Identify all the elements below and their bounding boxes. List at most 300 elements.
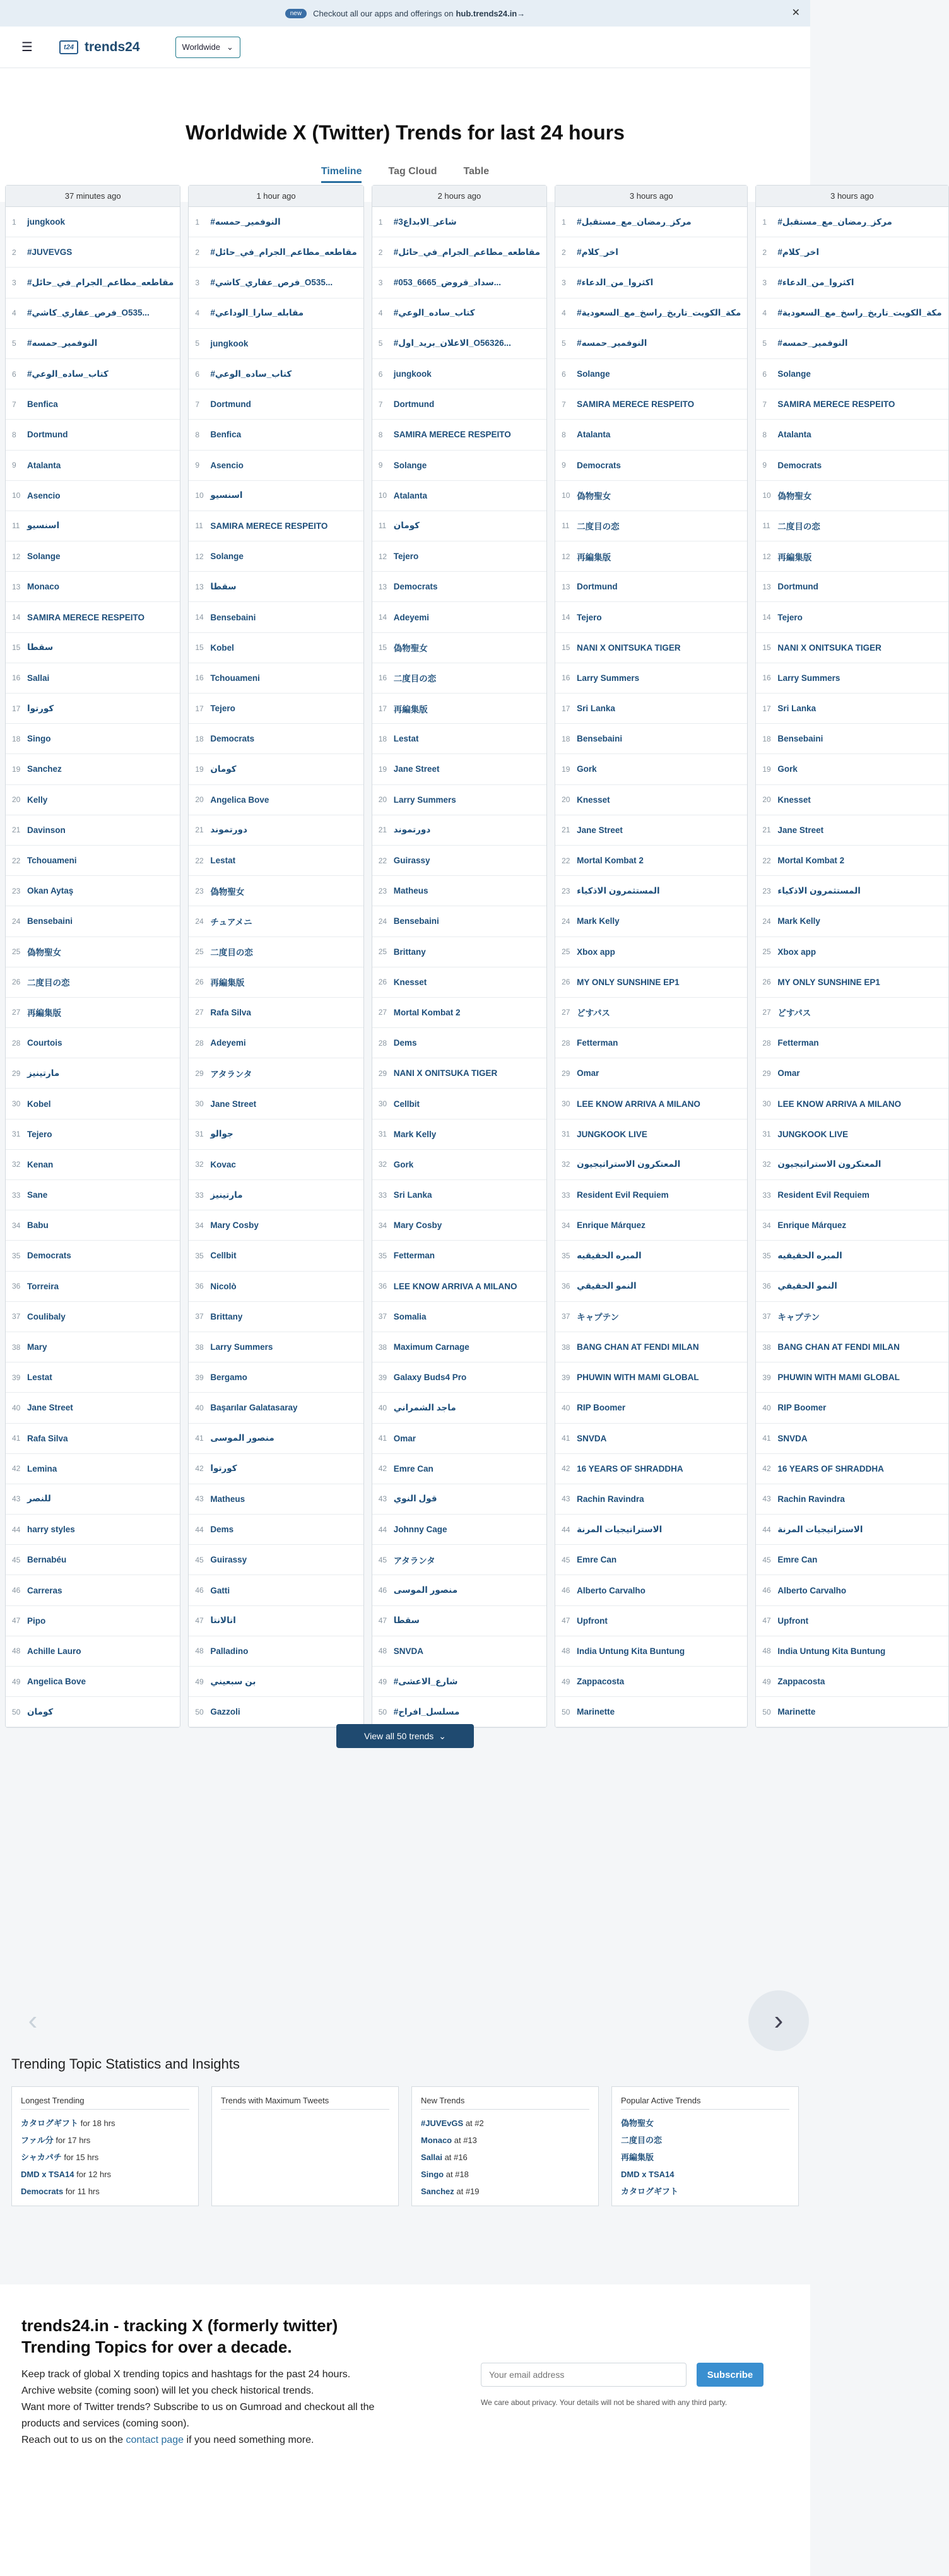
trend-link[interactable]: Kenan xyxy=(27,1159,54,1169)
trend-link[interactable]: Kovac xyxy=(210,1159,236,1169)
trend-link[interactable]: Kobel xyxy=(27,1099,51,1109)
trend-link[interactable]: Atalanta xyxy=(393,490,428,500)
rank-number: 44 xyxy=(562,1525,570,1534)
list-item xyxy=(189,1362,363,1393)
trend-link[interactable]: Enrique Márquez xyxy=(777,1220,847,1231)
trend-link[interactable]: النمو الحقيقي xyxy=(777,1281,837,1291)
trend-link[interactable]: チュアメニ xyxy=(210,917,252,927)
trend-link[interactable]: 二度目の恋 xyxy=(621,2136,663,2145)
trend-link[interactable]: Solange xyxy=(577,369,610,379)
trend-link[interactable]: jungkook xyxy=(210,338,249,348)
trend-link[interactable]: Upfront xyxy=(777,1616,809,1626)
trend-link[interactable]: Fetterman xyxy=(777,1038,819,1048)
trend-link[interactable]: SAMIRA MERECE RESPEITO xyxy=(210,521,328,531)
trend-link[interactable]: 偽物聖女 xyxy=(777,492,812,502)
trend-link[interactable]: キャプテン xyxy=(777,1313,820,1323)
trend-link[interactable]: Alberto Carvalho xyxy=(577,1585,645,1595)
trend-link[interactable]: Resident Evil Requiem xyxy=(777,1190,869,1200)
trend-link[interactable]: Larry Summers xyxy=(210,1342,273,1352)
trend-link[interactable]: Gork xyxy=(777,764,798,774)
trend-link[interactable]: #فرص_عقاري_كاشي_O535... xyxy=(210,277,333,287)
trend-link[interactable]: قول النوي xyxy=(393,1494,437,1504)
trend-link[interactable]: Başarılar Galatasaray xyxy=(210,1403,298,1413)
trend-link[interactable]: Matheus xyxy=(210,1494,245,1504)
trend-link[interactable]: NANI X ONITSUKA TIGER xyxy=(393,1068,498,1078)
trend-link[interactable]: سقطا xyxy=(210,581,237,591)
trend-link[interactable]: كورتوا xyxy=(210,1463,237,1474)
trend-link[interactable]: PHUWIN WITH MAMI GLOBAL xyxy=(777,1373,900,1383)
trend-link[interactable]: NANI X ONITSUKA TIGER xyxy=(777,642,881,653)
trend-link[interactable]: #مسلسل_افراح xyxy=(393,1706,460,1716)
trend-link[interactable]: المعتكرون الاستراتيجيون xyxy=(577,1159,681,1169)
trend-link[interactable]: Xbox app xyxy=(577,947,615,957)
trend-link[interactable]: Palladino xyxy=(210,1646,249,1656)
trend-link[interactable]: Tejero xyxy=(393,552,419,562)
trend-link[interactable]: Democrats xyxy=(210,734,255,744)
trend-link[interactable]: Coulibaly xyxy=(27,1311,66,1321)
trend-link[interactable]: Emre Can xyxy=(577,1555,617,1565)
trend-link[interactable]: Upfront xyxy=(577,1616,608,1626)
trend-link[interactable]: Mark Kelly xyxy=(777,916,820,926)
trend-link[interactable]: Dortmund xyxy=(393,399,435,410)
trend-link[interactable]: Gatti xyxy=(210,1585,230,1595)
trend-link[interactable]: #فرص_عقاري_كاشي_O535... xyxy=(27,308,150,318)
stat-line xyxy=(21,2149,189,2166)
trend-link[interactable]: Johnny Cage xyxy=(393,1525,447,1535)
trend-link[interactable]: #مكة_الكويت_تاريخ_راسخ_مع_السعودية xyxy=(577,308,741,318)
trend-link[interactable]: Sri Lanka xyxy=(393,1190,432,1200)
trend-link[interactable]: キャプテン xyxy=(577,1313,619,1323)
trend-link[interactable]: Sanchez xyxy=(27,764,62,774)
trend-link[interactable]: #النوفمير_حمسه xyxy=(27,338,98,348)
trend-link[interactable]: Singo xyxy=(421,2170,444,2179)
trend-link[interactable]: Sane xyxy=(27,1190,48,1200)
trend-link[interactable]: Courtois xyxy=(27,1038,62,1048)
rank-number: 27 xyxy=(562,1008,570,1017)
trend-link[interactable]: #مقاطعه_مطاعم_الجرام_في_حائل xyxy=(210,247,357,257)
trend-link[interactable]: Solange xyxy=(777,369,811,379)
trend-link[interactable]: Rachin Ravindra xyxy=(577,1494,644,1504)
trend-link[interactable]: Democrats xyxy=(393,582,438,592)
trend-link[interactable]: Zappacosta xyxy=(577,1677,625,1687)
trend-link[interactable]: #اخر_كلام xyxy=(777,247,820,257)
trend-link[interactable]: Atalanta xyxy=(777,430,811,440)
trend-link[interactable]: JUNGKOOK LIVE xyxy=(577,1129,647,1139)
trend-link[interactable]: Brittany xyxy=(393,947,426,957)
trend-link[interactable]: Mary xyxy=(27,1342,47,1352)
trend-link[interactable]: كومان xyxy=(210,764,237,774)
trend-link[interactable]: Gork xyxy=(577,764,597,774)
list-item xyxy=(372,1058,546,1089)
trend-link[interactable]: منصور الموسى xyxy=(210,1433,274,1443)
trend-link[interactable]: المعتكرون الاستراتيجيون xyxy=(777,1159,881,1169)
trend-link[interactable]: SAMIRA MERECE RESPEITO xyxy=(577,399,695,410)
trend-link[interactable]: Mortal Kombat 2 xyxy=(393,1007,461,1017)
trend-link[interactable]: Cellbit xyxy=(210,1251,237,1261)
trend-link[interactable]: Solange xyxy=(27,552,61,562)
trend-link[interactable]: Sri Lanka xyxy=(777,704,816,714)
trend-link[interactable]: DMD x TSA14 xyxy=(621,2170,675,2179)
trend-link[interactable]: Rafa Silva xyxy=(210,1007,251,1017)
trend-link[interactable]: Gork xyxy=(393,1159,414,1169)
trend-link[interactable]: ファル分 xyxy=(21,2136,54,2145)
trend-link[interactable]: LEE KNOW ARRIVA A MILANO xyxy=(393,1281,517,1291)
trend-link[interactable]: jungkook xyxy=(393,369,432,379)
trend-link[interactable]: #مكة_الكويت_تاريخ_راسخ_مع_السعودية xyxy=(777,308,942,318)
trend-link[interactable]: Bensebaini xyxy=(210,612,256,622)
prev-arrow-icon[interactable]: ‹ xyxy=(28,2005,38,2036)
trend-link[interactable]: Cellbit xyxy=(393,1099,420,1109)
list-item xyxy=(372,359,546,389)
trend-link[interactable]: كومان xyxy=(393,521,420,531)
trend-link[interactable]: Jane Street xyxy=(210,1099,257,1109)
trend-link[interactable]: Knesset xyxy=(577,795,610,805)
trend-link[interactable]: Nicolò xyxy=(210,1281,237,1291)
trend-link[interactable]: Kelly xyxy=(27,795,48,805)
trend-link[interactable]: 再編集版 xyxy=(393,704,428,714)
trend-link[interactable]: Rafa Silva xyxy=(27,1433,68,1443)
trend-link[interactable]: المبره الحقيقيه xyxy=(577,1250,642,1260)
trend-link[interactable]: Tchouameni xyxy=(27,856,77,866)
trend-link[interactable]: Angelica Bove xyxy=(210,795,269,805)
trend-link[interactable]: Tchouameni xyxy=(210,673,260,683)
menu-icon[interactable]: ☰ xyxy=(21,40,33,54)
trend-link[interactable]: Jane Street xyxy=(777,825,824,835)
trend-link[interactable]: دورتموند xyxy=(210,825,247,835)
trend-link[interactable]: SAMIRA MERECE RESPEITO xyxy=(777,399,895,410)
trend-link[interactable]: Carreras xyxy=(27,1585,62,1595)
trend-link[interactable]: Okan Aytaş xyxy=(27,886,74,896)
trend-link[interactable]: Jane Street xyxy=(393,764,440,774)
trend-link[interactable]: Angelica Bove xyxy=(27,1677,86,1687)
trend-link[interactable]: 再編集版 xyxy=(27,1008,61,1019)
rank-number: 15 xyxy=(12,643,21,653)
trend-link[interactable]: Democrats xyxy=(577,460,621,470)
trend-link[interactable]: Sallai xyxy=(421,2153,442,2162)
trend-link[interactable]: Bergamo xyxy=(210,1373,247,1383)
trend-link[interactable]: اسنسيو xyxy=(210,490,243,500)
trend-link[interactable]: Zappacosta xyxy=(777,1677,825,1687)
trend-link[interactable]: #مركز_رمضان_مع_مستقبل xyxy=(777,216,892,227)
trend-link[interactable]: #مقاطعه_مطاعم_الجرام_في_حائل xyxy=(27,277,174,287)
tab-tag-cloud[interactable]: Tag Cloud xyxy=(388,166,437,177)
trend-link[interactable]: ماجد الشمراني xyxy=(393,1402,456,1412)
trend-link[interactable]: #النوفمير_حمسه xyxy=(210,216,281,227)
trend-link[interactable]: Dortmund xyxy=(210,399,251,410)
trend-link[interactable]: Tejero xyxy=(27,1129,52,1139)
trend-link[interactable]: Larry Summers xyxy=(393,795,456,805)
trend-link[interactable]: #كتاب_ساده_الوعي xyxy=(210,369,292,379)
trend-link[interactable]: Democrats xyxy=(777,460,822,470)
trend-link[interactable]: Mary Cosby xyxy=(393,1220,442,1231)
trend-link[interactable]: Lemina xyxy=(27,1463,57,1474)
list-item xyxy=(6,724,180,754)
trend-link[interactable]: Adeyemi xyxy=(210,1038,246,1048)
brand-name[interactable]: trends24 xyxy=(85,39,140,54)
trend-link[interactable]: Xbox app xyxy=(777,947,816,957)
subscribe-button[interactable]: Subscribe xyxy=(697,2363,763,2387)
trend-link[interactable]: Monaco xyxy=(421,2136,452,2145)
trend-link[interactable]: Democrats xyxy=(27,1251,71,1261)
trend-link[interactable]: اسنسيو xyxy=(27,521,60,531)
trend-link[interactable]: Marinette xyxy=(777,1707,816,1717)
trend-link[interactable]: シャカパチ xyxy=(21,2153,62,2162)
trend-link[interactable]: jungkook xyxy=(27,217,65,227)
trend-link[interactable]: 再編集版 xyxy=(577,552,611,562)
trend-link[interactable]: Lestat xyxy=(27,1373,52,1383)
trend-link[interactable]: 偽物聖女 xyxy=(577,492,611,502)
trend-link[interactable]: Torreira xyxy=(27,1281,59,1291)
trend-link[interactable]: どすパス xyxy=(777,1008,811,1019)
trend-link[interactable]: Lestat xyxy=(393,734,419,744)
trend-link[interactable]: #اكثروا_من_الدعاء xyxy=(777,277,854,287)
trend-link[interactable]: Democrats xyxy=(21,2187,64,2196)
trend-link[interactable]: 二度目の恋 xyxy=(777,522,820,532)
trend-link[interactable]: JUNGKOOK LIVE xyxy=(777,1129,849,1139)
banner-link[interactable]: hub.trends24.in→ xyxy=(456,8,526,18)
trend-link[interactable]: India Untung Kita Buntung xyxy=(577,1646,685,1656)
trend-link[interactable]: Sanchez xyxy=(421,2187,454,2196)
trend-link[interactable]: كورتوا xyxy=(27,703,54,713)
trend-link[interactable]: 再編集版 xyxy=(210,978,245,988)
list-item xyxy=(189,602,363,632)
trend-link[interactable]: الاستراتيجيات المرنة xyxy=(577,1524,663,1534)
trend-link[interactable]: Pipo xyxy=(27,1616,46,1626)
trend-link[interactable]: جوالو xyxy=(210,1129,233,1139)
rank-number: 39 xyxy=(378,1373,387,1382)
trend-link[interactable]: Bensebaini xyxy=(393,916,439,926)
trend-link[interactable]: النمو الحقيقي xyxy=(577,1281,637,1291)
trend-link[interactable]: Kobel xyxy=(210,642,234,653)
trend-link[interactable]: Benfica xyxy=(27,399,58,410)
trend-link[interactable]: #الاعلان_بريد_اول_O56326... xyxy=(393,338,511,348)
trend-link[interactable]: Mortal Kombat 2 xyxy=(777,856,845,866)
trend-link[interactable]: Dems xyxy=(393,1038,417,1048)
trend-link[interactable]: Sallai xyxy=(27,673,50,683)
logo-mark[interactable]: t24 xyxy=(59,40,78,54)
trend-link[interactable]: Solange xyxy=(393,460,427,470)
trend-link[interactable]: Fetterman xyxy=(577,1038,618,1048)
trend-link[interactable]: #شاعر_الابداع3 xyxy=(393,216,457,227)
trend-link[interactable]: #JUVEVGS xyxy=(27,247,73,257)
trend-link[interactable]: 二度目の恋 xyxy=(577,522,620,532)
trend-link[interactable]: Dortmund xyxy=(27,430,68,440)
trend-link[interactable]: Somalia xyxy=(393,1311,427,1321)
trend-link[interactable]: Singo xyxy=(27,734,51,744)
trend-link[interactable]: Adeyemi xyxy=(393,612,430,622)
tab-table[interactable]: Table xyxy=(463,166,490,177)
trend-link[interactable]: #اكثروا_من_الدعاء xyxy=(577,277,654,287)
trend-link[interactable]: #كتاب_ساده_الوعي xyxy=(393,308,475,318)
contact-link[interactable]: contact page xyxy=(126,2435,184,2445)
trend-link[interactable]: SNVDA xyxy=(393,1646,424,1656)
trend-link[interactable]: Emre Can xyxy=(777,1555,818,1565)
trend-link[interactable]: Brittany xyxy=(210,1311,243,1321)
close-icon[interactable]: ✕ xyxy=(791,8,800,18)
trend-link[interactable]: 偽物聖女 xyxy=(27,948,61,958)
trend-link[interactable]: 再編集版 xyxy=(621,2153,654,2162)
trend-link[interactable]: Dortmund xyxy=(777,582,818,592)
rank-number: 47 xyxy=(762,1616,771,1626)
trend-link[interactable]: 二度目の恋 xyxy=(210,948,253,958)
trend-link[interactable]: #اخر_كلام xyxy=(577,247,618,257)
trend-link[interactable]: Omar xyxy=(393,1433,416,1443)
trend-link[interactable]: カタログギフト xyxy=(21,2118,79,2128)
trend-link[interactable]: منصور الموسى xyxy=(393,1585,458,1595)
rank-number: 42 xyxy=(562,1464,570,1474)
trend-link[interactable]: Maximum Carnage xyxy=(393,1342,469,1352)
list-item xyxy=(756,237,948,268)
trend-link[interactable]: harry styles xyxy=(27,1525,75,1535)
trend-link[interactable]: Omar xyxy=(777,1068,800,1078)
trend-link[interactable]: Matheus xyxy=(393,886,428,896)
trend-link[interactable]: مارتينيز xyxy=(210,1190,243,1200)
trend-link[interactable]: المستثمرون الاذكياء xyxy=(777,885,861,895)
trend-link[interactable]: الاستراتيجيات المرنة xyxy=(777,1524,863,1534)
trend-link[interactable]: #JUVEvGS xyxy=(421,2118,464,2128)
trend-link[interactable]: Mark Kelly xyxy=(577,916,620,926)
list-item xyxy=(6,1272,180,1302)
rank-number: 9 xyxy=(195,461,200,470)
trend-link[interactable]: Bensebaini xyxy=(577,734,623,744)
trend-link[interactable]: カタログギフト xyxy=(621,2187,679,2196)
trend-link[interactable]: Guirassy xyxy=(210,1555,247,1565)
trend-link[interactable]: #شارع_الاعشى xyxy=(393,1676,458,1686)
trend-link[interactable]: Bensebaini xyxy=(27,916,73,926)
trend-link[interactable]: Knesset xyxy=(777,795,811,805)
trend-link[interactable]: Bensebaini xyxy=(777,734,823,744)
trend-link[interactable]: Sri Lanka xyxy=(577,704,615,714)
trend-link[interactable]: Jane Street xyxy=(27,1403,73,1413)
trend-link[interactable]: MY ONLY SUNSHINE EP1 xyxy=(577,977,680,987)
trend-link[interactable]: Davinson xyxy=(27,825,66,835)
trend-link[interactable]: #مقابله_سارا_الوداعي xyxy=(210,308,304,318)
trend-link[interactable]: Guirassy xyxy=(393,856,430,866)
trend-link[interactable]: Atalanta xyxy=(577,430,611,440)
trend-link[interactable]: Tejero xyxy=(210,704,235,714)
list-item xyxy=(756,1454,948,1484)
trend-link[interactable]: مارتينيز xyxy=(27,1068,60,1078)
trend-link[interactable]: Alberto Carvalho xyxy=(777,1585,847,1595)
trend-link[interactable]: Larry Summers xyxy=(577,673,640,683)
trend-link[interactable]: Galaxy Buds4 Pro xyxy=(393,1373,467,1383)
trend-link[interactable]: 偽物聖女 xyxy=(621,2118,654,2128)
trend-link[interactable]: NANI X ONITSUKA TIGER xyxy=(577,642,681,653)
rank-number: 25 xyxy=(562,947,570,957)
trend-link[interactable]: Dortmund xyxy=(577,582,618,592)
trend-link[interactable]: Monaco xyxy=(27,582,60,592)
trend-link[interactable]: PHUWIN WITH MAMI GLOBAL xyxy=(577,1373,699,1383)
trend-link[interactable]: Larry Summers xyxy=(777,673,840,683)
trend-link[interactable]: كومان xyxy=(27,1706,54,1716)
trend-link[interactable]: Solange xyxy=(210,552,244,562)
trend-link[interactable]: Gazzoli xyxy=(210,1707,240,1717)
trend-link[interactable]: Tejero xyxy=(777,612,803,622)
trend-link[interactable]: Mark Kelly xyxy=(393,1129,437,1139)
trend-link[interactable]: BANG CHAN AT FENDI MILAN xyxy=(577,1342,699,1352)
trend-link[interactable]: どすパス xyxy=(577,1008,611,1019)
trend-link[interactable]: Lestat xyxy=(210,856,236,866)
trend-link[interactable]: #النوفمير_حمسه xyxy=(577,338,647,348)
trend-link[interactable]: Mortal Kombat 2 xyxy=(577,856,644,866)
trend-link[interactable]: #مركز_رمضان_مع_مستقبل xyxy=(577,216,692,227)
trend-link[interactable]: RIP Boomer xyxy=(577,1403,626,1413)
trend-link[interactable]: اتالانتا xyxy=(210,1616,236,1626)
trend-link[interactable]: Resident Evil Requiem xyxy=(577,1190,669,1200)
view-all-button[interactable] xyxy=(336,1724,474,1748)
region-select[interactable] xyxy=(175,37,240,58)
list-item xyxy=(555,359,747,389)
trend-link[interactable]: 二度目の恋 xyxy=(393,674,437,684)
trend-link[interactable]: BANG CHAN AT FENDI MILAN xyxy=(777,1342,900,1352)
trend-link[interactable]: سقطا xyxy=(27,642,54,653)
trend-link[interactable]: SNVDA xyxy=(777,1433,808,1443)
trend-link[interactable]: 16 YEARS OF SHRADDHA xyxy=(577,1463,683,1474)
trend-link[interactable]: 偽物聖女 xyxy=(210,887,245,897)
trend-link[interactable]: Bernabéu xyxy=(27,1555,67,1565)
trend-link[interactable]: LEE KNOW ARRIVA A MILANO xyxy=(577,1099,700,1109)
trend-link[interactable]: アタランタ xyxy=(393,1556,435,1566)
trend-link[interactable]: #مقاطعه_مطاعم_الجرام_في_حائل xyxy=(393,247,541,257)
rank-number: 50 xyxy=(562,1707,570,1716)
trend-link[interactable]: Asencio xyxy=(210,460,244,470)
trend-link[interactable]: 再編集版 xyxy=(777,552,812,562)
trend-link[interactable]: Tejero xyxy=(577,612,602,622)
trend-link[interactable]: Achille Lauro xyxy=(27,1646,81,1656)
trend-link[interactable]: LEE KNOW ARRIVA A MILANO xyxy=(777,1099,902,1109)
trend-link[interactable]: SNVDA xyxy=(577,1433,607,1443)
trend-link[interactable]: Babu xyxy=(27,1220,49,1231)
trend-link[interactable]: Enrique Márquez xyxy=(577,1220,645,1231)
trend-link[interactable]: 二度目の恋 xyxy=(27,978,70,988)
trend-link[interactable]: Jane Street xyxy=(577,825,623,835)
trend-link[interactable]: Marinette xyxy=(577,1707,615,1717)
trend-link[interactable]: RIP Boomer xyxy=(777,1403,827,1413)
trend-link[interactable]: Mary Cosby xyxy=(210,1220,259,1231)
trend-link[interactable]: دورتموند xyxy=(393,825,431,835)
list-item xyxy=(555,1150,747,1180)
trend-link[interactable]: #كتاب_ساده_الوعي xyxy=(27,369,109,379)
trend-link[interactable]: India Untung Kita Buntung xyxy=(777,1646,886,1656)
trend-link[interactable]: بن سبعيني xyxy=(210,1676,256,1686)
trend-link[interactable]: Asencio xyxy=(27,490,61,500)
trend-link[interactable]: سقطا xyxy=(393,1616,420,1626)
trend-link[interactable]: المبره الحقيقيه xyxy=(777,1250,842,1260)
trend-link[interactable]: Knesset xyxy=(393,977,427,987)
next-arrow-icon[interactable]: › xyxy=(748,1990,809,2051)
trend-link[interactable]: MY ONLY SUNSHINE EP1 xyxy=(777,977,880,987)
trend-link[interactable]: للنصر xyxy=(27,1494,51,1504)
trend-link[interactable]: 16 YEARS OF SHRADDHA xyxy=(777,1463,884,1474)
trend-link[interactable]: Rachin Ravindra xyxy=(777,1494,845,1504)
trend-link[interactable]: Benfica xyxy=(210,430,242,440)
trend-link[interactable]: Fetterman xyxy=(393,1251,435,1261)
trend-link[interactable]: المستثمرون الاذكياء xyxy=(577,885,660,895)
tab-timeline[interactable]: Timeline xyxy=(321,166,362,183)
trend-link[interactable]: 偽物聖女 xyxy=(393,644,428,654)
trend-link[interactable]: DMD x TSA14 xyxy=(21,2170,74,2179)
trend-link[interactable]: Emre Can xyxy=(393,1463,433,1474)
trend-link[interactable]: Omar xyxy=(577,1068,599,1078)
trend-link[interactable]: Dems xyxy=(210,1525,234,1535)
email-field[interactable] xyxy=(481,2363,687,2387)
trend-link[interactable]: SAMIRA MERECE RESPEITO xyxy=(393,430,511,440)
trend-link[interactable]: #النوفمير_حمسه xyxy=(777,338,848,348)
trend-link[interactable]: アタランタ xyxy=(210,1069,252,1079)
trend-link[interactable]: Atalanta xyxy=(27,460,61,470)
trend-link[interactable]: SAMIRA MERECE RESPEITO xyxy=(27,612,145,622)
trend-link[interactable]: #053_سداد_قروض_6665... xyxy=(393,277,502,287)
